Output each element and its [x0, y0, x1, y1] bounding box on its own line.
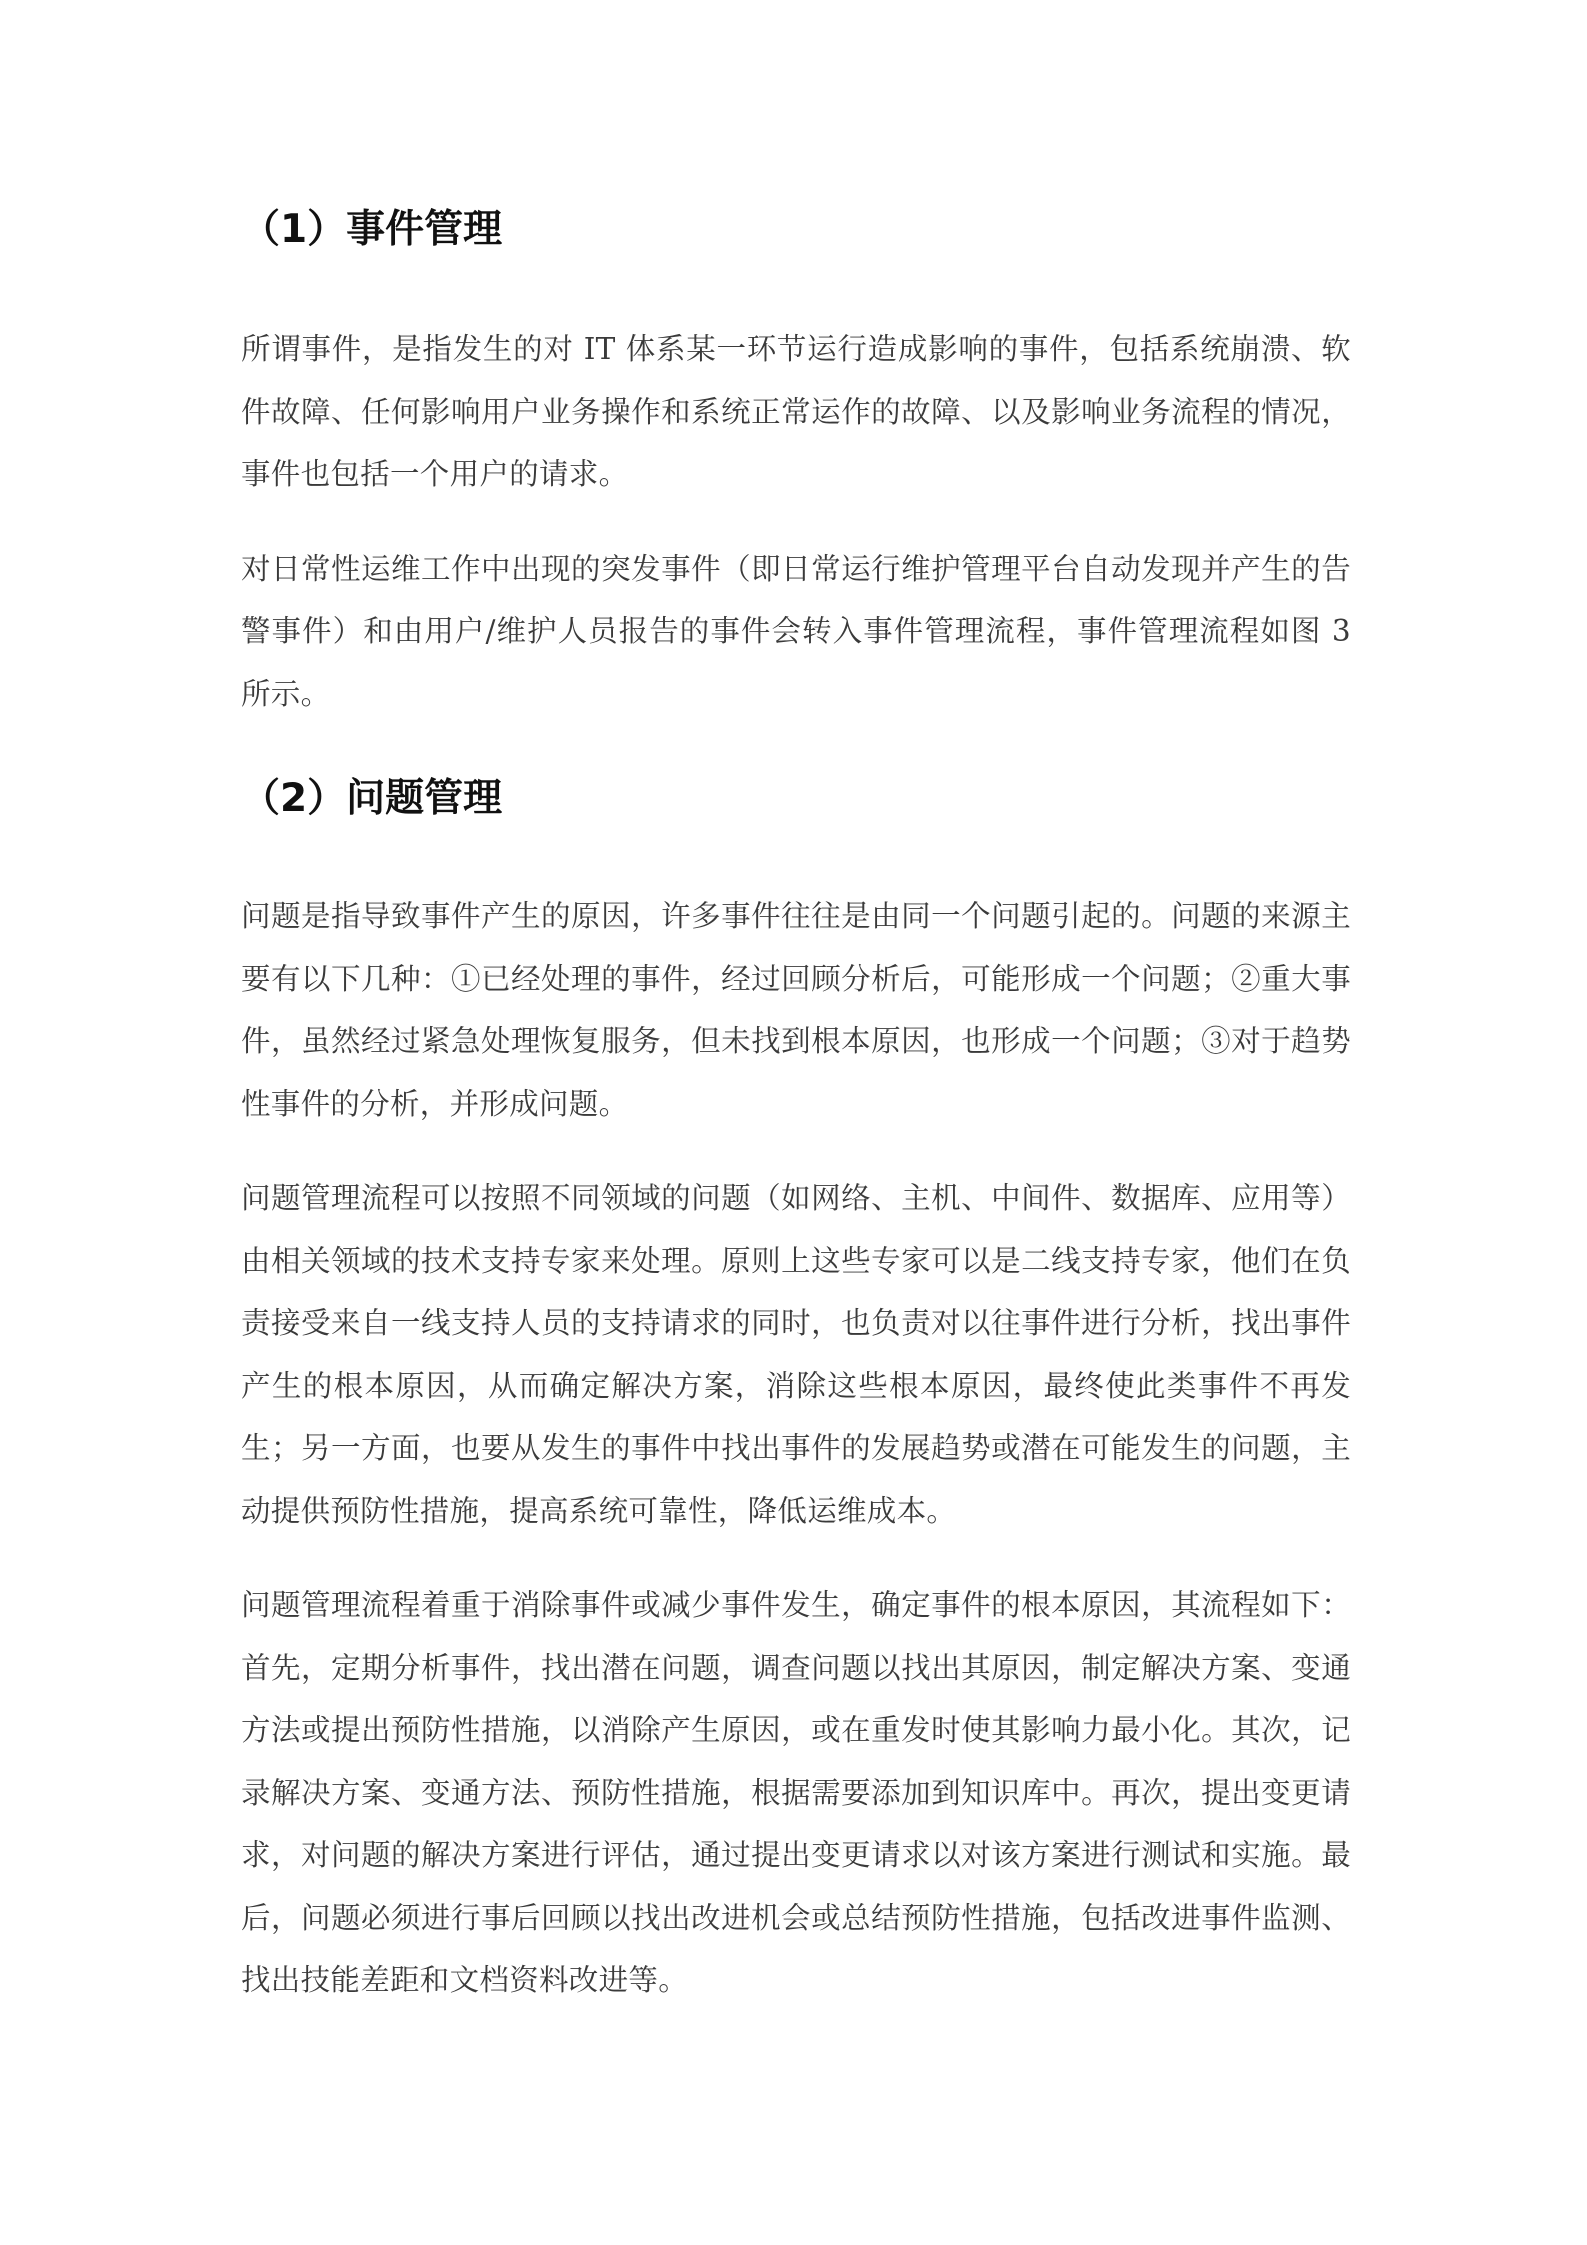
paragraph-problem-process: 问题管理流程着重于消除事件或减少事件发生，确定事件的根本原因，其流程如下：首先，定期分析事件，找出潜在问题，调查问题以找出其原因，制定解决方案、变通方法或提出预防性措施，以消除产生原因，或在重发时使其影响力最小化。其次，记录解决方案、变通方法、预防性措施，根据需要添加到知识库中。再次，提出变更请求，对问题的解决方案进行评估，通过提出变更请求以对该方案进行测试和实施。最后，问题必须进行事后回顾以找出改进机会或总结预防性措施，包括改进事件监测、找出技能差距和文档资料改进等。: [241, 1588, 1351, 1997]
paragraph-problem-definition: 问题是指导致事件产生的原因，许多事件往往是由同一个问题引起的。问题的来源主要有以下几种：①已经处理的事件，经过回顾分析后，可能形成一个问题；②重大事件，虽然经过紧急处理恢复服务，但未找到根本原因，也形成一个问题；③对于趋势性事件的分析，并形成问题。: [241, 899, 1351, 1121]
paragraph-problem-experts: 问题管理流程可以按照不同领域的问题（如网络、主机、中间件、数据库、应用等）由相关领域的技术支持专家来处理。原则上这些专家可以是二线支持专家，他们在负责接受来自一线支持人员的支持请求的同时，也负责对以往事件进行分析，找出事件产生的根本原因，从而确定解决方案，消除这些根本原因，最终使此类事件不再发生；另一方面，也要从发生的事件中找出事件的发展趋势或潜在可能发生的问题，主动提供预防性措施，提高系统可靠性，降低运维成本。: [241, 1181, 1351, 1528]
document-body: [241, 200, 1351, 2012]
paragraph-incident-definition: 所谓事件，是指发生的对 IT 体系某一环节运行造成影响的事件，包括系统崩溃、软件故障、任何影响用户业务操作和系统正常运作的故障、以及影响业务流程的情况，事件也包括一个用户的请求。: [241, 332, 1351, 491]
section-heading-problem-management: （2）问题管理: [241, 776, 503, 821]
paragraph-incident-process: 对日常性运维工作中出现的突发事件（即日常运行维护管理平台自动发现并产生的告警事件）和由用户/维护人员报告的事件会转入事件管理流程，事件管理流程如图 3 所示。: [241, 551, 1351, 711]
section-heading-incident-management: （1）事件管理: [241, 207, 503, 252]
